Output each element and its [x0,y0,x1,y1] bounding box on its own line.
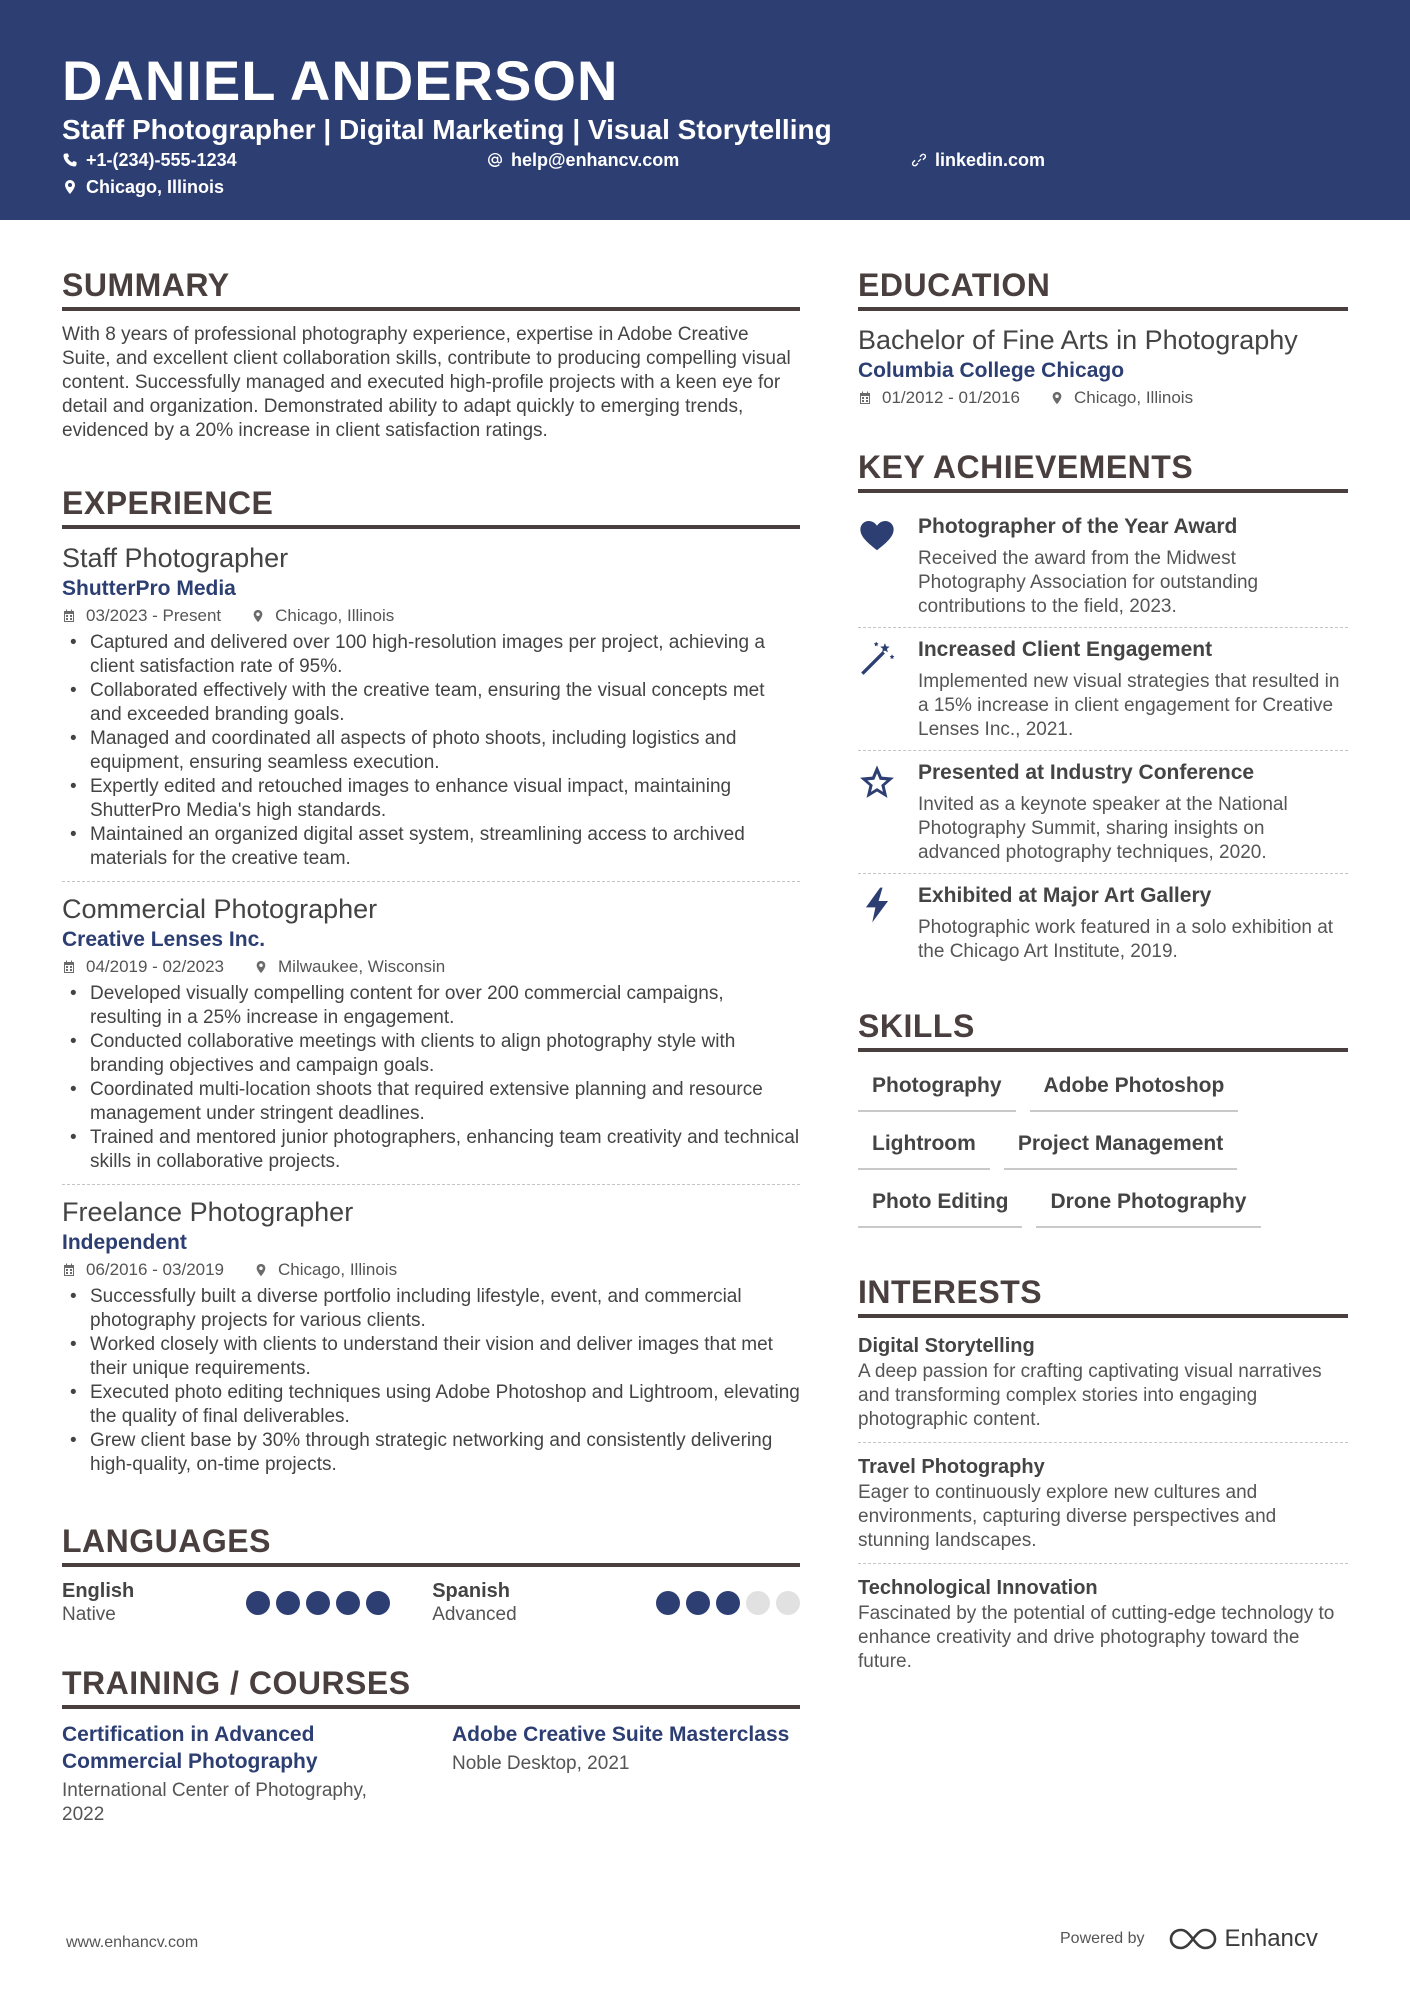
bullet: • Executed photo editing techniques using Adobe Photoshop and Lightroom, elevating the quality of final deliverables. [62,1381,800,1429]
language-rating [650,1591,800,1615]
location-pin-icon [1050,391,1064,405]
link-icon [911,152,927,168]
achievement-desc: Photographic work featured in a solo exhibition at the Chicago Art Institute, 2019. [918,917,1334,962]
language-name: English [62,1580,135,1602]
calendar-icon [62,1263,76,1277]
degree-title: Bachelor of Fine Arts in Photography [858,325,1298,355]
interest-title: Digital Storytelling [858,1335,1035,1357]
job-bullets [62,631,800,871]
rating-dot [656,1591,680,1615]
contact-linkedin[interactable] [911,149,1045,171]
job-bullets [62,1285,800,1477]
achievement-desc: Implemented new visual strategies that resulted in a 15% increase in client engagement for Creative Lenses Inc., 2021. [918,671,1340,740]
calendar-icon [62,609,76,623]
job-location: Milwaukee, Wisconsin [278,957,446,976]
language-item [432,1579,800,1627]
contact-email[interactable] [487,149,679,171]
job-title: Freelance Photographer [62,1197,354,1227]
skills-heading: SKILLS [858,1006,1348,1052]
lightning-icon [858,886,896,924]
skill-tag: Project Management [1004,1122,1237,1170]
skill-tag: Adobe Photoshop [1030,1064,1239,1112]
bullet: • Trained and mentored junior photographers, enhancing team creativity and technical skills in collaborative projects. [62,1126,800,1174]
course-item [452,1721,800,1827]
language-item [62,1579,390,1627]
achievements-list [858,505,1348,972]
interests-list [858,1330,1348,1684]
company-name: Independent [62,1231,187,1254]
bullet: • Grew client base by 30% through strategic networking and consistently delivering high-quality, on-time projects. [62,1429,800,1477]
interest-desc: Fascinated by the potential of cutting-edge technology to enhance creativity and drive photography toward the future. [858,1603,1335,1672]
training-heading: TRAINING / COURSES [62,1663,800,1709]
at-icon [487,152,503,168]
candidate-title: Staff Photographer | Digital Marketing | Visual Storytelling [62,114,832,145]
company-name: Creative Lenses Inc. [62,928,266,951]
bullet: • Maintained an organized digital asset system, streamlining access to archived materials for the creative team. [62,823,800,871]
achievement-item [858,751,1348,874]
rating-dot [336,1591,360,1615]
brand-name: Enhancv [1224,1925,1318,1952]
language-name: Spanish [432,1580,510,1602]
languages-list [62,1579,800,1627]
contact-phone[interactable] [62,149,237,171]
language-rating [240,1591,390,1615]
achievement-item [858,505,1348,628]
magic-wand-icon [858,640,896,678]
job-meta [62,954,800,980]
calendar-icon [858,391,872,405]
interest-item [858,1330,1348,1443]
job-dates: 06/2016 - 03/2019 [86,1260,225,1279]
powered-by-label: Powered by [1060,1930,1145,1947]
skill-tag: Photography [858,1064,1016,1112]
education-dates: 01/2012 - 01/2016 [882,388,1021,407]
achievement-item [858,874,1348,972]
course-item [62,1721,410,1827]
job-meta [62,1257,800,1283]
rating-dot [746,1591,770,1615]
achievement-desc: Received the award from the Midwest Photography Association for outstanding contributions to the field, 2023. [918,548,1259,617]
job-bullets [62,982,800,1174]
heart-icon [858,517,896,555]
location-pin-icon [254,960,268,974]
rating-dot [306,1591,330,1615]
star-icon [858,763,896,801]
rating-dot [246,1591,270,1615]
achievement-title: Presented at Industry Conference [918,761,1255,784]
location-pin-icon [254,1263,268,1277]
right-column [858,265,1348,1692]
job-meta [62,603,800,629]
achievement-title: Exhibited at Major Art Gallery [918,884,1212,907]
achievement-desc: Invited as a keynote speaker at the National Photography Summit, sharing insights on advanced photography techniques, 2020. [918,794,1288,863]
footer-branding [1060,1925,1318,1953]
header [0,0,1410,220]
candidate-name: DANIEL ANDERSON [62,49,619,112]
course-name: Certification in Advanced Commercial Photography [62,1723,318,1773]
achievements-heading: KEY ACHIEVEMENTS [858,447,1348,493]
experience-heading: EXPERIENCE [62,483,800,529]
location-text: Chicago, Illinois [86,177,225,197]
linkedin-text: linkedin.com [935,150,1046,170]
rating-dot [276,1591,300,1615]
course-org: Noble Desktop, 2021 [452,1753,630,1774]
rating-dot [776,1591,800,1615]
job-location: Chicago, Illinois [278,1260,398,1279]
job-entry [62,1195,800,1487]
skill-tag: Lightroom [858,1122,990,1170]
course-org: International Center of Photography, 2022 [62,1780,367,1825]
rating-dot [716,1591,740,1615]
course-name: Adobe Creative Suite Masterclass [452,1723,790,1746]
interests-heading: INTERESTS [858,1272,1348,1318]
bullet: • Coordinated multi-location shoots that required extensive planning and resource management under stringent deadlines. [62,1078,800,1126]
summary-heading: SUMMARY [62,265,800,311]
achievement-item [858,628,1348,751]
skill-tag: Drone Photography [1036,1180,1260,1228]
phone-text: +1-(234)-555-1234 [86,150,237,170]
education-meta [858,385,1348,411]
interest-desc: Eager to continuously explore new cultures and environments, capturing diverse perspectives and stunning landscapes. [858,1482,1277,1551]
interest-title: Travel Photography [858,1456,1045,1478]
interest-title: Technological Innovation [858,1577,1098,1599]
bullet: • Managed and coordinated all aspects of photo shoots, including logistics and equipment, ensuring seamless execution. [62,727,800,775]
rating-dot [686,1591,710,1615]
job-entry [62,541,800,882]
bullet: • Successfully built a diverse portfolio including lifestyle, event, and commercial photography projects for various clients. [62,1285,800,1333]
location-pin-icon [251,609,265,623]
achievement-title: Photographer of the Year Award [918,515,1238,538]
language-level: Native [62,1604,116,1625]
education-location: Chicago, Illinois [1074,388,1194,407]
email-text: help@enhancv.com [511,150,680,170]
summary-text: With 8 years of professional photography experience, expertise in Adobe Creative Suite, and excellent client collaboration skills, contribute to producing compelling visual content. Successfully managed and executed high-profile projects with a keen eye for detail and organization. Demonstrated ability to adapt quickly to emerging trends, evidenced by a 20% increase in client satisfaction ratings. [62,324,791,441]
bullet: • Conducted collaborative meetings with clients to align photography style with branding objectives and campaign goals. [62,1030,800,1078]
company-name: ShutterPro Media [62,577,236,600]
calendar-icon [62,960,76,974]
achievement-title: Increased Client Engagement [918,638,1213,661]
location-pin-icon [62,179,78,195]
bullet: • Collaborated effectively with the creative team, ensuring the visual concepts met and exceeded branding goals. [62,679,800,727]
interest-item [858,1572,1348,1684]
contact-location [62,176,224,198]
bullet: • Developed visually compelling content for over 200 commercial campaigns, resulting in a 25% increase in engagement. [62,982,800,1030]
bullet: • Captured and delivered over 100 high-resolution images per project, achieving a client satisfaction rate of 95%. [62,631,800,679]
footer-website[interactable]: www.enhancv.com [66,1934,199,1951]
school-name: Columbia College Chicago [858,359,1125,382]
job-title: Commercial Photographer [62,894,378,924]
education-heading: EDUCATION [858,265,1348,311]
left-column [62,265,800,1827]
job-dates: 03/2023 - Present [86,606,222,625]
job-dates: 04/2019 - 02/2023 [86,957,225,976]
skills-list [858,1064,1348,1238]
bullet: • Expertly edited and retouched images to enhance visual impact, maintaining ShutterPro Media's high standards. [62,775,800,823]
courses-list [62,1721,800,1827]
languages-heading: LANGUAGES [62,1521,800,1567]
language-level: Advanced [432,1604,517,1625]
brand-logo[interactable] [1169,1925,1318,1953]
enhancv-logo-icon [1169,1926,1217,1952]
job-entry [62,892,800,1185]
interest-desc: A deep passion for crafting captivating visual narratives and transforming complex stories into engaging photographic content. [858,1361,1322,1430]
interest-item [858,1451,1348,1564]
bullet: • Worked closely with clients to understand their vision and deliver images that met their unique requirements. [62,1333,800,1381]
rating-dot [366,1591,390,1615]
skill-tag: Photo Editing [858,1180,1022,1228]
phone-icon [62,152,78,168]
job-location: Chicago, Illinois [275,606,395,625]
job-title: Staff Photographer [62,543,289,573]
